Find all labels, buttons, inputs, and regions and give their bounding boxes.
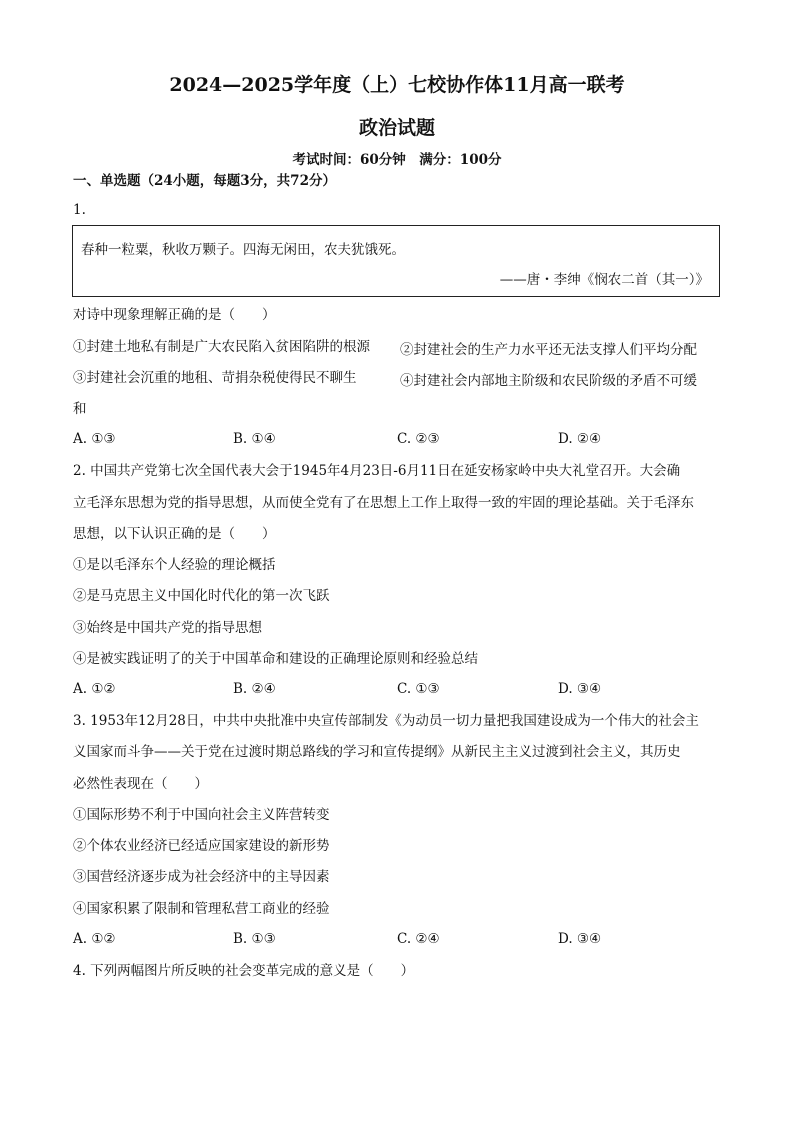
poem-quote-box <box>72 225 720 297</box>
q1-option-a: A. ①③ <box>73 431 116 447</box>
q3-stem-line-3: 必然性表现在（ ） <box>73 776 208 792</box>
q3-statement-1: ①国际形势不利于中国向社会主义阵营转变 <box>73 807 330 823</box>
q1-statement-3: ③封建社会沉重的地租、苛捐杂税使得民不聊生 <box>73 370 357 386</box>
q2-option-d: D. ③④ <box>558 681 602 697</box>
q4-stem-line-1: 4. 下列两幅图片所反映的社会变革完成的意义是（ ） <box>73 963 415 979</box>
q3-stem-line-1: 3. 1953年12月28日，中共中央批准中央宣传部制发《为动员一切力量把我国建设成为一个伟大的社会主 <box>73 713 699 729</box>
q1-option-b: B. ①④ <box>233 431 276 447</box>
q1-statement-1: ①封建土地私有制是广大农民陷入贫困陷阱的根源 <box>73 339 370 355</box>
subject-title: 政治试题 <box>358 117 435 139</box>
q3-stem-line-2: 义国家而斗争——关于党在过渡时期总路线的学习和宣传提纲》从新民主主义过渡到社会主义，其历史 <box>73 744 681 760</box>
q3-statement-4: ④国家积累了限制和管理私营工商业的经验 <box>73 901 330 917</box>
q2-statement-4: ④是被实践证明了的关于中国革命和建设的正确理论原则和经验总结 <box>73 651 478 667</box>
q1-statement-4: ④封建社会内部地主阶级和农民阶级的矛盾不可缓 <box>400 373 697 389</box>
q2-stem-line-2: 立毛泽东思想为党的指导思想，从而使全党有了在思想上工作上取得一致的牢固的理论基础。关于毛泽东 <box>73 495 694 511</box>
section-heading: 一、单选题（24小题，每题3分，共72分） <box>73 173 336 189</box>
q2-option-b: B. ②④ <box>233 681 276 697</box>
q2-stem-line-3: 思想，以下认识正确的是（ ） <box>73 526 276 542</box>
q1-option-d: D. ②④ <box>558 431 602 447</box>
question-1-number: 1. <box>73 202 86 218</box>
q2-statement-3: ③始终是中国共产党的指导思想 <box>73 620 262 636</box>
exam-title: 2024—2025学年度（上）七校协作体11月高一联考 <box>169 74 625 96</box>
q3-option-a: A. ①② <box>73 931 116 947</box>
q2-stem-line-1: 2. 中国共产党第七次全国代表大会于1945年4月23日-6月11日在延安杨家岭中央大礼堂召开。大会确 <box>73 463 681 479</box>
q2-option-a: A. ①② <box>73 681 116 697</box>
exam-info: 考试时间：60分钟 满分：100分 <box>292 152 502 168</box>
q2-option-c: C. ①③ <box>397 681 440 697</box>
q3-option-b: B. ①③ <box>233 931 276 947</box>
q3-option-c: C. ②④ <box>397 931 440 947</box>
q2-statement-2: ②是马克思主义中国化时代化的第一次飞跃 <box>73 588 330 604</box>
q3-statement-3: ③国营经济逐步成为社会经济中的主导因素 <box>73 869 330 885</box>
q2-statement-1: ①是以毛泽东个人经验的理论概括 <box>73 557 276 573</box>
question-1-stem: 对诗中现象理解正确的是（ ） <box>73 307 276 323</box>
q3-statement-2: ②个体农业经济已经适应国家建设的新形势 <box>73 838 330 854</box>
poem-text: 春种一粒粟，秋收万颗子。四海无闲田，农夫犹饿死。 <box>81 242 405 258</box>
q1-statement-4-cont: 和 <box>73 401 87 417</box>
q1-statement-2: ②封建社会的生产力水平还无法支撑人们平均分配 <box>400 342 697 358</box>
poem-source: ——唐・李绅《悯农二首（其一）》 <box>499 272 709 288</box>
q3-option-d: D. ③④ <box>558 931 602 947</box>
q1-option-c: C. ②③ <box>397 431 440 447</box>
